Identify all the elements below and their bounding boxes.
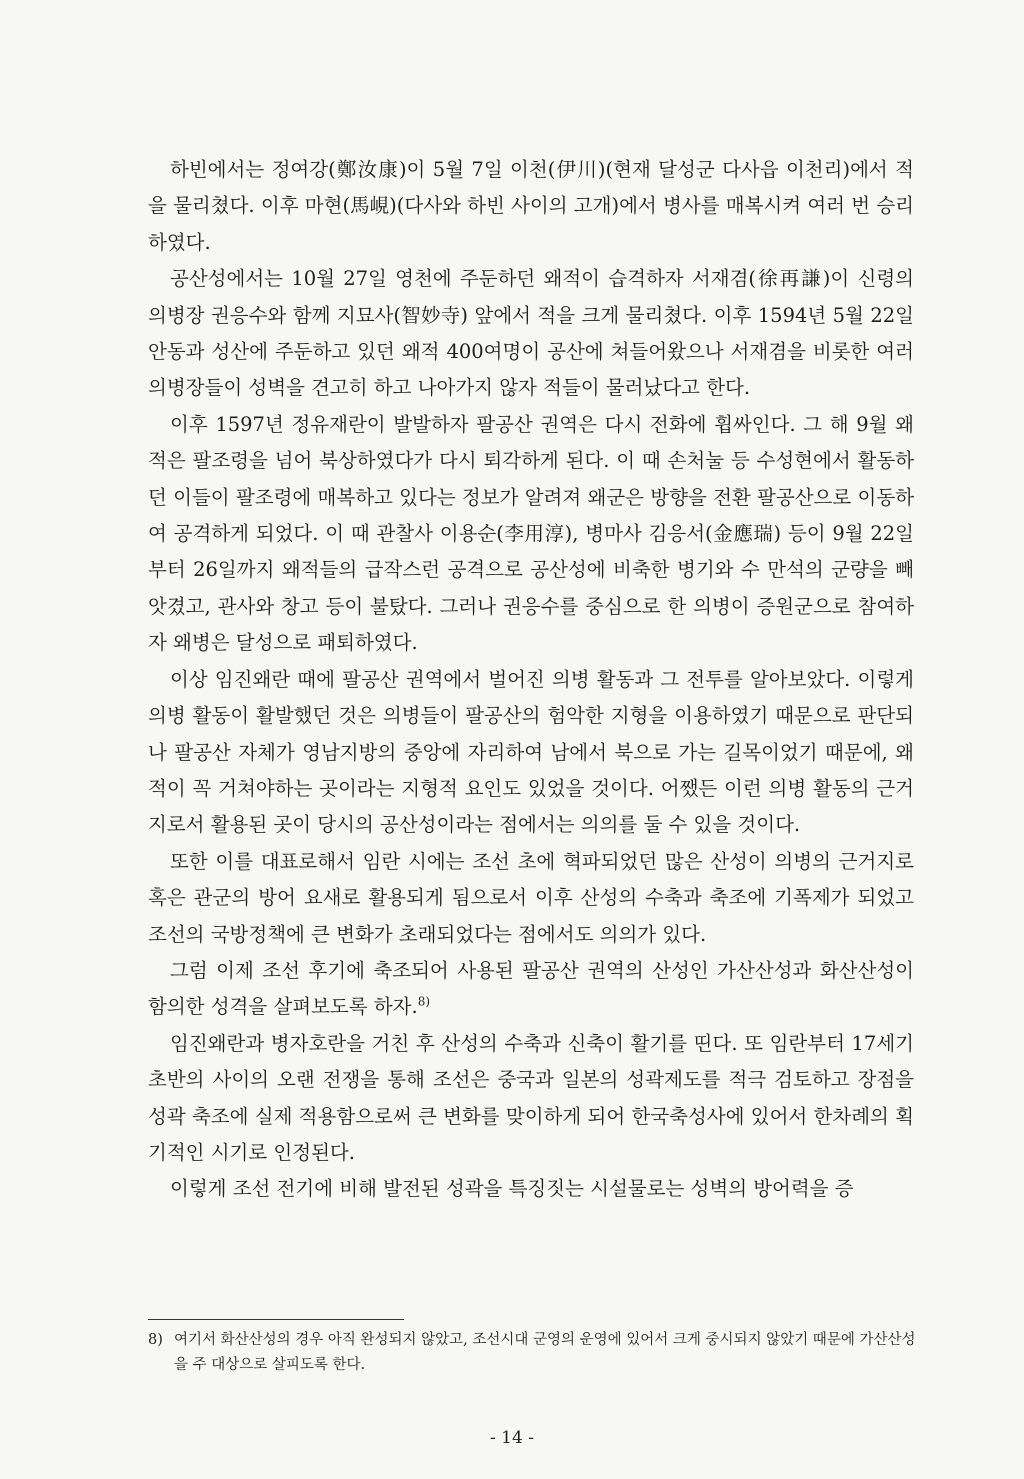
paragraph-later-joseon-text: 그럼 이제 조선 후기에 축조되어 사용된 팔공산 권역의 산성인 가산산성과 화산산성이 함의한 성격을 살펴보도록 하자.	[148, 958, 914, 1019]
paragraph-later-joseon	[148, 953, 914, 1026]
page-number: - 14 -	[490, 1428, 534, 1448]
footnote-divider	[148, 1319, 404, 1320]
paragraph-facilities: 이렇게 조선 전기에 비해 발전된 성곽을 특징짓는 시설물로는 성벽의 방어력을 증	[170, 1177, 854, 1201]
paragraph-fortress-revival: 임진왜란과 병자호란을 거친 후 산성의 수축과 신축이 활기를 띤다. 또 임란부터 17세기 초반의 사이의 오랜 전쟁을 통해 조선은 중국과 일본의 성곽제도를 적극 검토하고 장점을 성곽 축조에 실제 적용함으로써 큰 변화를 맞이하게 되어 한국축성사에 있어서 한차례의 획기적인 시기로 인정된다.	[148, 1031, 914, 1164]
paragraph-summary: 이상 임진왜란 때에 팔공산 권역에서 벌어진 의병 활동과 그 전투를 알아보았다. 이렇게 의병 활동이 활발했던 것은 의병들이 팔공산의 험악한 지형을 이용하였기 때문으로 판단되나 팔공산 자체가 영남지방의 중앙에 자리하여 남에서 북으로 가는 길목이었기 때문에, 왜적이 꼭 거쳐야하는 곳이라는 지형적 요인도 있었을 것이다. 어쨌든 이런 의병 활동의 근거지로서 활용된 곳이 당시의 공산성이라는 점에서는 의의를 둘 수 있을 것이다.	[148, 667, 914, 837]
body-text	[148, 152, 914, 1208]
paragraph-gongsanseong: 공산성에서는 10월 27일 영천에 주둔하던 왜적이 습격하자 서재겸(徐再謙)이 신령의 의병장 권응수와 함께 지묘사(智妙寺) 앞에서 적을 크게 물리쳤다. 이후 1594년 5월 22일 안동과 성산에 주둔하고 있던 왜적 400여명이 공산에 쳐들어왔으나 서재겸을 비롯한 여러 의병장들이 성벽을 견고히 하고 나아가지 않자 적들이 물러났다고 한다.	[148, 267, 914, 400]
paragraph-jeongyu-jaeran: 이후 1597년 정유재란이 발발하자 팔공산 권역은 다시 전화에 휩싸인다. 그 해 9월 왜적은 팔조령을 넘어 북상하였다가 다시 퇴각하게 된다. 이 때 손처눌 등 수성현에서 활동하던 이들이 팔조령에 매복하고 있다는 정보가 알려져 왜군은 방향을 전환 팔공산으로 이동하여 공격하게 되었다. 이 때 관찰사 이용순(李用淳), 병마사 김응서(金應瑞) 등이 9월 22일부터 26일까지 왜적들의 급작스런 공격으로 공산성에 비축한 병기와 수 만석의 군량을 빼앗겼고, 관사와 창고 등이 불탔다. 그러나 권응수를 중심으로 한 의병이 증원군으로 참여하자 왜병은 달성으로 패퇴하였다.	[148, 412, 914, 655]
paragraph-habin: 하빈에서는 정여강(鄭汝康)이 5월 7일 이천(伊川)(현재 달성군 다사읍 이천리)에서 적을 물리쳤다. 이후 마현(馬峴)(다사와 하빈 사이의 고개)에서 병사를 매복시켜 여러 번 승리하였다.	[148, 158, 914, 254]
footnote-number: 8)	[148, 1332, 163, 1348]
footnote	[148, 1328, 918, 1378]
paragraph-significance: 또한 이를 대표로해서 임란 시에는 조선 초에 혁파되었던 많은 산성이 의병의 근거지로 혹은 관군의 방어 요새로 활용되게 됨으로서 이후 산성의 수축과 축조에 기폭제가 되었고 조선의 국방정책에 큰 변화가 초래되었다는 점에서도 의의가 있다.	[148, 849, 914, 946]
footnote-reference: 8)	[417, 994, 431, 1009]
footnote-text: 여기서 화산산성의 경우 아직 완성되지 않았고, 조선시대 군영의 운영에 있어서 크게 중시되지 않았기 때문에 가산산성을 주 대상으로 살피도록 한다.	[174, 1332, 916, 1373]
